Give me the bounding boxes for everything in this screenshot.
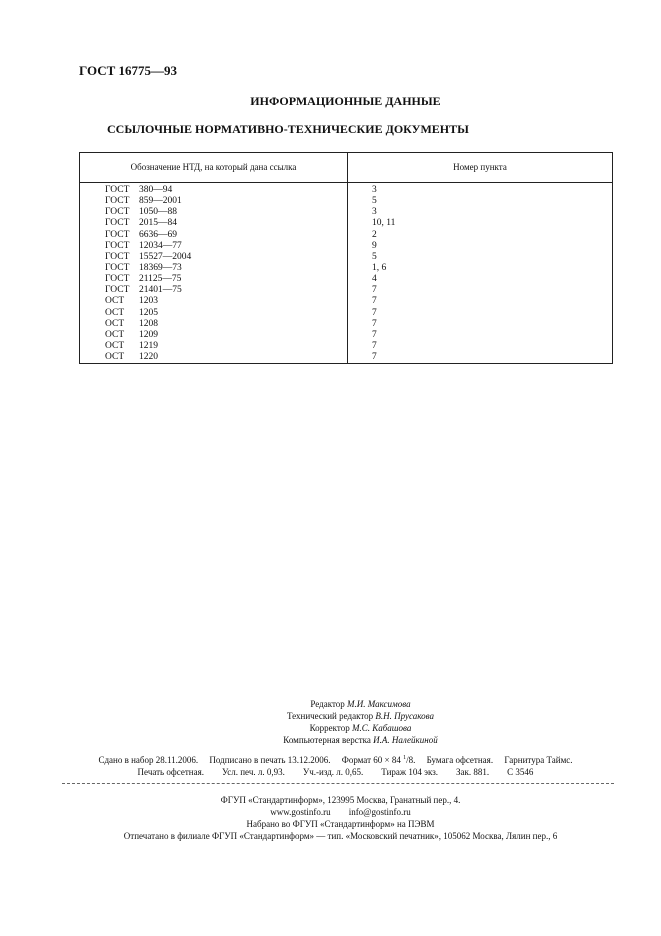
- section-title: ИНФОРМАЦИОННЫЕ ДАННЫЕ: [250, 94, 441, 108]
- document-type: ОСТ: [105, 318, 125, 329]
- document-type: ГОСТ: [105, 262, 130, 273]
- column-header-document: Обозначение НТД, на который дана ссылка: [130, 162, 297, 172]
- table-row-document: [105, 230, 191, 241]
- tech-editor-line: Технический редактор В.Н. Прусакова: [286, 711, 435, 721]
- table-row-document: [105, 218, 191, 229]
- document-type: ГОСТ: [105, 251, 130, 262]
- document-number: 21125—75: [139, 274, 182, 285]
- document-number: 21401—75: [139, 285, 182, 296]
- table-row-clause: 3: [372, 207, 377, 218]
- table-row-document: [105, 285, 191, 296]
- column-header-clause: Номер пункта: [453, 162, 507, 172]
- table-row-clause: 1, 6: [372, 262, 387, 273]
- document-number: 1209: [139, 329, 158, 340]
- typeset-line: Набрано во ФГУП «Стандартинформ» на ПЭВМ: [246, 819, 435, 829]
- clause-column: [372, 185, 395, 363]
- table-row-clause: 7: [372, 318, 377, 329]
- table-row-document: [105, 185, 191, 196]
- table-row-clause: 5: [372, 251, 377, 262]
- publisher-footer: [0, 794, 661, 842]
- table-title: ССЫЛОЧНЫЕ НОРМАТИВНО-ТЕХНИЧЕСКИЕ ДОКУМЕНТЫ: [107, 122, 469, 136]
- document-number: 6636—69: [139, 229, 177, 240]
- table-row-document: [105, 196, 191, 207]
- table-row-clause: 5: [372, 196, 377, 207]
- document-type: ГОСТ: [105, 207, 130, 218]
- table-row-document: [105, 296, 191, 307]
- website-link: www.gostinfo.ru: [270, 807, 331, 817]
- document-type: ГОСТ: [105, 218, 130, 229]
- document-type: ГОСТ: [105, 274, 130, 285]
- email-link: info@gostinfo.ru: [348, 807, 411, 817]
- document-type: ОСТ: [105, 296, 125, 307]
- table-row-document: [105, 319, 191, 330]
- document-number: 1208: [139, 318, 158, 329]
- table-row-document: [105, 352, 191, 363]
- document-number: 1203: [139, 296, 158, 307]
- table-row-document: [105, 308, 191, 319]
- publication-line-1: Сдано в набор 28.11.2006. Подписано в печать 13.12.2006. Формат 60 × 84 $^1$/8. Бумага офсетная. Гарнитура Таймс.: [98, 755, 573, 765]
- table-row-document: [105, 252, 191, 263]
- document-type: ОСТ: [105, 307, 125, 318]
- document-number: 15527—2004: [139, 251, 192, 262]
- corrector-line: Корректор М.С. Кабашова: [309, 723, 412, 733]
- layout-name: И.А. Налейкиной: [373, 735, 438, 745]
- editor-name: М.И. Максимова: [347, 699, 411, 709]
- tech-editor-name: В.Н. Прусакова: [375, 711, 435, 721]
- table-row-clause: 9: [372, 240, 377, 251]
- publication-line-2: Печать офсетная. Усл. печ. л. 0,93. Уч.-изд. л. 0,65. Тираж 104 экз. Зак. 881. С 3546: [137, 767, 534, 777]
- document-number: 12034—77: [139, 240, 182, 251]
- document-type: ГОСТ: [105, 285, 130, 296]
- document-number: 1205: [139, 307, 158, 318]
- table-row-clause: 7: [372, 285, 377, 296]
- table-row-document: [105, 207, 191, 218]
- publisher-address: ФГУП «Стандартинформ», 123995 Москва, Гранатный пер., 4.: [220, 795, 461, 805]
- document-number: 2015—84: [139, 218, 177, 229]
- dashed-separator: [62, 783, 614, 784]
- document-column: [105, 185, 191, 363]
- document-number: 18369—73: [139, 262, 182, 273]
- table-row-clause: 4: [372, 274, 377, 285]
- document-type: ОСТ: [105, 352, 125, 363]
- standard-designation: ГОСТ 16775—93: [79, 63, 178, 78]
- editor-line: Редактор М.И. Максимова: [310, 699, 411, 709]
- corrector-name: М.С. Кабашова: [351, 723, 412, 733]
- editorial-credits: [0, 698, 661, 746]
- table-row-document: [105, 241, 191, 252]
- document-type: ОСТ: [105, 340, 125, 351]
- table-row-document: [105, 263, 191, 274]
- table-row-clause: 10, 11: [372, 218, 396, 229]
- document-type: ГОСТ: [105, 240, 130, 251]
- document-type: ГОСТ: [105, 185, 130, 195]
- table-row-clause: 7: [372, 307, 377, 318]
- document-type: ОСТ: [105, 329, 125, 340]
- table-row-clause: 7: [372, 340, 377, 351]
- document-number: 859—2001: [139, 196, 182, 207]
- table-row-clause: 7: [372, 329, 377, 340]
- publication-info: [0, 752, 661, 778]
- table-row-clause: 3: [372, 185, 377, 195]
- layout-line: Компьютерная верстка И.А. Налейкиной: [283, 735, 438, 745]
- document-type: ГОСТ: [105, 196, 130, 207]
- table-row-clause: 7: [372, 352, 377, 363]
- printed-line: Отпечатано в филиале ФГУП «Стандартинформ» — тип. «Московский печатник», 105062 Москва, Лялин пер., 6: [123, 831, 558, 841]
- document-type: ГОСТ: [105, 229, 130, 240]
- table-row-clause: 7: [372, 296, 377, 307]
- references-table: [79, 152, 613, 364]
- document-number: 1219: [139, 340, 158, 351]
- table-row-document: [105, 274, 191, 285]
- column-divider: [347, 153, 348, 363]
- document-number: 1220: [139, 352, 158, 363]
- document-number: 380—94: [139, 185, 173, 195]
- table-row-clause: 2: [372, 229, 377, 240]
- document-number: 1050—88: [139, 207, 177, 218]
- table-row-document: [105, 341, 191, 352]
- publisher-contacts: [20, 806, 661, 818]
- table-row-document: [105, 330, 191, 341]
